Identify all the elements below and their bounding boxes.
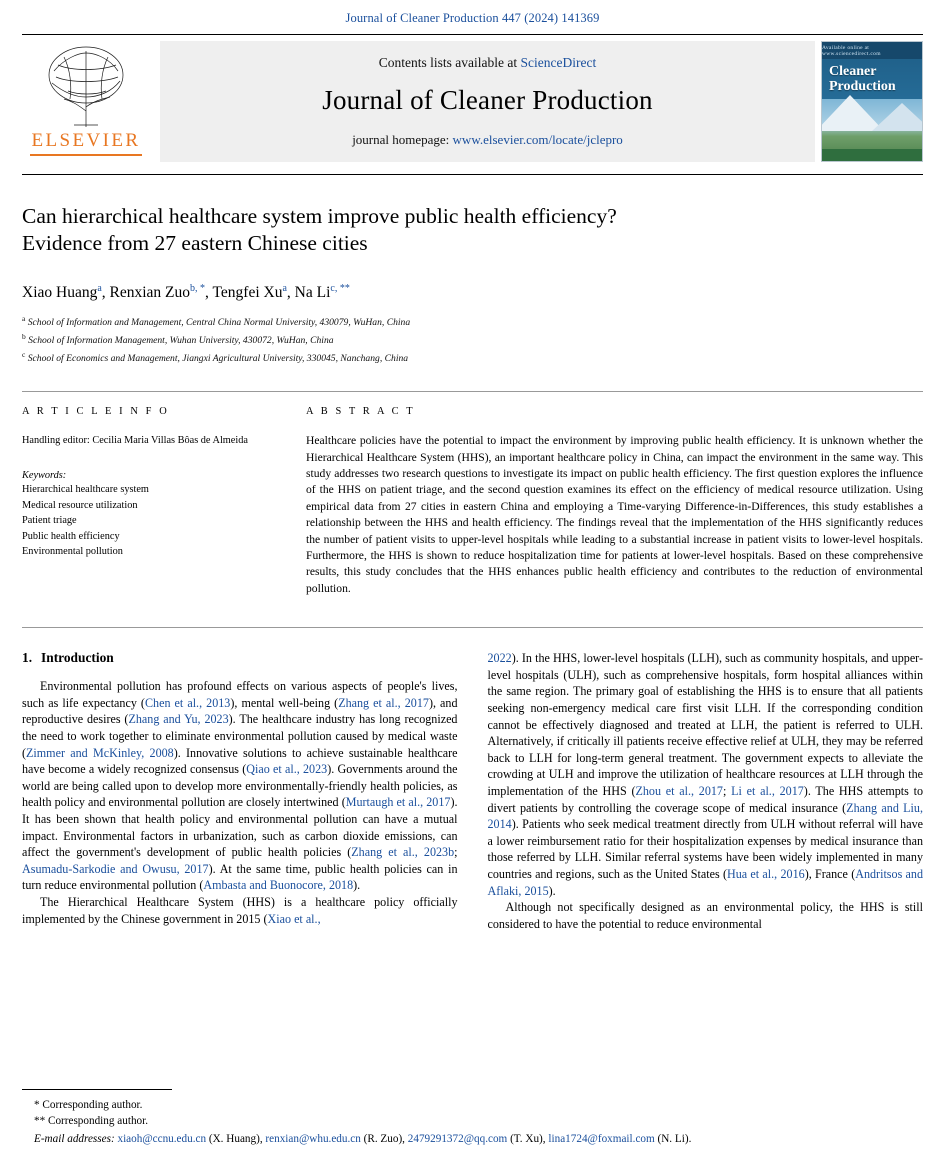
section-number: 1.	[22, 650, 33, 666]
paragraph: The Hierarchical Healthcare System (HHS) is a healthcare policy officially implemented by the Chinese government in 2015 (Xiao et al.,	[22, 895, 458, 926]
author	[110, 284, 206, 301]
footnote-rule	[22, 1089, 172, 1090]
email-owner: (R. Zuo),	[363, 1133, 405, 1145]
affiliation-text: School of Economics and Management, Jiangxi Agricultural University, 330045, Nanchang, China	[27, 352, 409, 364]
journal-title: Journal of Cleaner Production	[322, 85, 653, 115]
author-affil-mark: c, **	[330, 283, 350, 294]
email-link[interactable]: 2479291372@qq.com	[407, 1133, 508, 1145]
citation-link[interactable]: Ambasta and Buonocore, 2018	[203, 878, 354, 893]
journal-band	[160, 41, 815, 162]
journal-cover-thumbnail	[821, 41, 923, 162]
citation-link[interactable]: Chen et al., 2013	[144, 695, 231, 710]
citation-link[interactable]: Hua et al., 2016	[727, 867, 805, 881]
section-title: Introduction	[41, 650, 114, 666]
keywords-list	[22, 482, 280, 560]
citation-link[interactable]: Zhang and Yu, 2023	[128, 712, 229, 727]
journal-homepage-link[interactable]: www.elsevier.com/locate/jclepro	[452, 132, 623, 147]
elsevier-wordmark: ELSEVIER	[31, 130, 141, 151]
author-affil-mark: a	[97, 283, 102, 294]
author-name: Na Li	[294, 284, 331, 302]
author-name: Renxian Zuo	[109, 284, 191, 302]
author-list: Xiao Huang$^a$, Renxian Zuo$^{b, *}$, Tengfei Xu$^a$, Na $Li^{c, **}$	[22, 283, 350, 302]
email-link[interactable]: xiaoh@ccnu.edu.cn	[117, 1133, 207, 1145]
citation-link[interactable]: Qiao et al., 2023	[246, 762, 328, 777]
paper-title	[22, 203, 923, 257]
title-block	[22, 175, 923, 365]
email-addresses	[22, 1131, 923, 1147]
keyword: Hierarchical healthcare system	[22, 484, 149, 496]
running-head: Journal of Cleaner Production 447 (2024) 141369	[345, 11, 600, 25]
elsevier-underline	[30, 154, 142, 156]
keyword: Public health efficiency	[22, 530, 120, 542]
keyword: Medical resource utilization	[22, 499, 138, 511]
abstract-heading: A B S T R A C T	[306, 406, 416, 418]
cover-title-line2: Production	[829, 79, 896, 94]
info-abstract-block	[22, 392, 923, 597]
body-column-right	[488, 650, 924, 932]
cover-mountain-right	[872, 103, 923, 131]
section-heading	[22, 650, 458, 666]
citation-link[interactable]: Asumadu-Sarkodie and Owusu, 2017	[22, 861, 209, 876]
author	[213, 284, 287, 301]
elsevier-tree-icon	[34, 41, 138, 129]
affiliation-list	[22, 312, 923, 365]
journal-masthead	[22, 35, 923, 168]
affiliation-mark: c	[22, 349, 26, 359]
email-owner: (N. Li).	[657, 1133, 692, 1145]
citation-link[interactable]: Zhang et al., 2023b	[351, 845, 455, 860]
author	[295, 284, 350, 301]
citation-link[interactable]: Zhang and Liu, 2014	[487, 800, 923, 832]
affiliation-text: School of Information and Management, Central China Normal University, 430079, WuHan, China	[27, 317, 411, 329]
cover-title	[822, 59, 922, 94]
keyword: Environmental pollution	[22, 546, 123, 558]
email-label: E-mail addresses:	[34, 1133, 115, 1145]
citation-link[interactable]: Li et al., 2017	[731, 784, 804, 799]
email-link[interactable]: renxian@whu.edu.cn	[265, 1133, 361, 1145]
citation-link[interactable]: Xiao et al.,	[267, 911, 321, 926]
contents-line	[379, 55, 596, 71]
affiliation	[22, 312, 923, 330]
abstract	[306, 406, 923, 597]
keywords-label: Keywords:	[22, 470, 67, 482]
citation-link[interactable]: Andritsos and Aflaki, 2015	[487, 867, 924, 898]
affiliation-mark: b	[22, 331, 26, 341]
paragraph: 2022). In the HHS, lower-level hospitals (LLH), such as community hospitals, and upper-level hospitals (ULH), such as comprehensive hospitals, form hospital alliances within the same region. The primary goal of establishing the HHS is to ensure that all patients seeking non-emergency medical care first visit LLH. If the corresponding condition cannot be effectively diagnosed and treated at LLH, the patient is referred to ULH. Alternatively, if critically ill patients receive effective relief at ULH, they may be referred back to LLH for long-term general treatment. The government expects to alleviate the crowding at ULH and improve the utilization of healthcare resources at LLH through the implementation of the HHS (Zhou et al., 2017; Li et al., 2017). The HHS attempts to divert patients by controlling the coverage scope of medical insurance (Zhang and Liu, 2014). Patients who seek medical treatment directly from ULH without referral will have a lower reimbursement ratio for their hospitalization expenses by medical insurance than those referred by LLH. Similar referral systems have been widely implemented in many countries and regions, such as the United States (Hua et al., 2016), France (Andritsos and Aflaki, 2015).	[487, 651, 924, 898]
citation-link[interactable]: Zhou et al., 2017	[635, 784, 723, 799]
sciencedirect-link[interactable]: ScienceDirect	[520, 55, 597, 70]
handling-editor: Handling editor: Cecilia Maria Villas Bôas de Almeida	[22, 435, 248, 447]
citation-link[interactable]: Murtaugh et al., 2017	[345, 795, 451, 810]
article-body	[22, 628, 923, 932]
cover-title-line1: Cleaner	[829, 64, 877, 79]
article-info-heading: A R T I C L E I N F O	[22, 406, 170, 418]
body-column-left	[22, 650, 458, 932]
author	[22, 284, 102, 301]
corresponding-author-note-2: ** Corresponding author.	[34, 1115, 149, 1127]
keyword: Patient triage	[22, 515, 77, 527]
citation-link[interactable]: 2022	[487, 651, 512, 666]
paper-title-line1: Can hierarchical healthcare system improve public health efficiency?	[22, 204, 617, 228]
paragraph: Although not specifically designed as an environmental policy, the HHS is still considered to have the potential to reduce environmental	[487, 900, 923, 931]
author-affil-mark: a	[282, 283, 287, 294]
affiliation-text: School of Information Management, Wuhan University, 430072, WuHan, China	[28, 335, 334, 347]
homepage-prefix: journal homepage:	[352, 132, 450, 147]
contents-prefix: Contents lists available at	[378, 55, 518, 70]
author-affil-mark: b, *	[190, 283, 206, 294]
abstract-text: Healthcare policies have the potential to impact the environment by improving public health efficiency. It is unknown whether the Hierarchical Healthcare System (HHS), an important healthcare policy in China, can impact the environment in the same way. This study addresses two research questions to investigate its impact on public health efficiency. The first question explores the influence of the HHS on patient triage, and the second question examines its effect on the efficiency of medical resource utilization. Using empirical data from 27 cities in eastern China and employing a Time-varying Difference-in-Differences, this study establishes a relationship between the HHS and health efficiency. The findings reveal that the implementation of the HHS significantly reduces the number of patient visits to upper-level hospitals while leading to a substantial increase in patient visits to lower-level hospitals. Furthermore, the HHS is shown to reduce hospitalization time for patients at lower-level hospitals. Based on these comprehensive results, this study concludes that the HHS enhances public health efficiency and contributes to the reduction of environmental pollution.	[306, 434, 923, 595]
corresponding-author-note: * Corresponding author.	[34, 1099, 143, 1111]
article-info	[22, 406, 280, 597]
elsevier-logo	[22, 35, 150, 168]
author-name: Xiao Huang	[22, 284, 98, 302]
cover-kicker: Available online at www.sciencedirect.com	[822, 42, 922, 59]
homepage-line	[352, 132, 623, 148]
citation-link[interactable]: Zhang et al., 2017	[338, 695, 429, 710]
cover-footer-bar	[822, 149, 922, 161]
affiliation	[22, 330, 923, 348]
affiliation	[22, 348, 923, 366]
paper-title-line2: Evidence from 27 eastern Chinese cities	[22, 231, 368, 255]
citation-link[interactable]: Zimmer and McKinley, 2008	[26, 745, 174, 760]
author-name: Tengfei Xu	[212, 284, 283, 302]
footnotes	[22, 1089, 923, 1147]
email-owner: (X. Huang),	[208, 1133, 263, 1145]
email-link[interactable]: lina1724@foxmail.com	[548, 1133, 655, 1145]
affiliation-mark: a	[22, 314, 26, 324]
email-owner: (T. Xu),	[510, 1133, 546, 1145]
paragraph: Environmental pollution has profound effects on various aspects of people's lives, such as life expectancy (Chen et al., 2013), mental well-being (Zhang et al., 2017), and reproductive desires (Zhang and Yu, 2023). The healthcare industry has long recognized the need to work together to eliminate environmental pollution caused by medical waste (Zimmer and McKinley, 2008). Innovative solutions to achieve sustainable healthcare have become a widely recognized consensus (Qiao et al., 2023). Governments around the world are being called upon to develop more environmentally-friendly health policies, as health policy and environmental pollution are closely intertwined (Murtaugh et al., 2017). It has been shown that health policy and environmental pollution can have a mutual impact. Environmental factors in urbanization, such as carbon dioxide emissions, can affect the government's development of public health policies (Zhang et al., 2023b; Asumadu-Sarkodie and Owusu, 2017). At the same time, public health policies can in turn reduce environmental pollution (Ambasta and Buonocore, 2018).	[22, 679, 458, 893]
